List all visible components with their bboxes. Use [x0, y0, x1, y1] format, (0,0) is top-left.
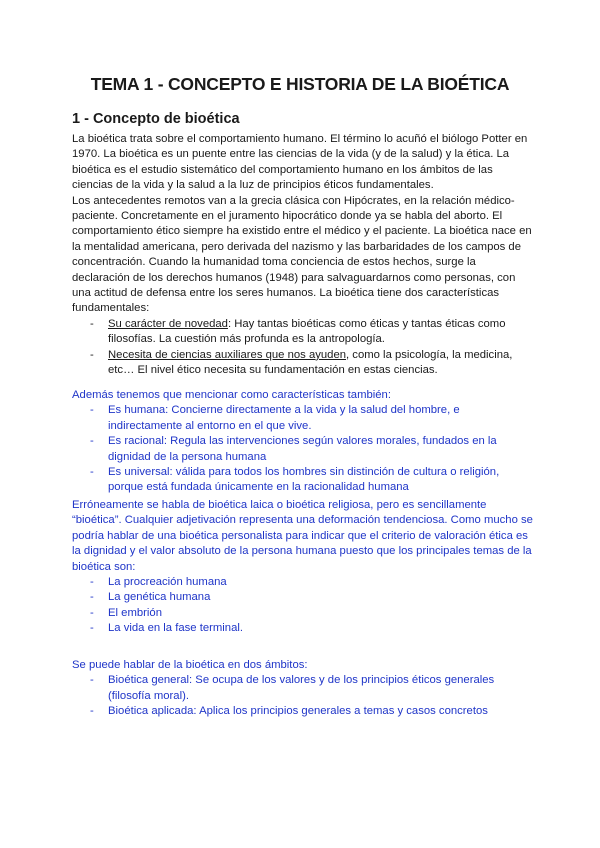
list-dash: -	[90, 576, 94, 589]
list-item-text: Es racional: Regula las intervenciones según valores morales, fundados en la dignidad de la persona humana	[108, 435, 497, 463]
erroneous-section	[72, 498, 534, 637]
list-dash: -	[90, 317, 94, 330]
characteristics-list	[72, 317, 534, 379]
list-item-text: La genética humana	[108, 591, 211, 604]
list-dash: -	[90, 466, 94, 479]
list-item	[72, 606, 534, 621]
list-dash: -	[90, 591, 94, 604]
list-dash: -	[90, 404, 94, 417]
list-item-text: La procreación humana	[108, 576, 227, 589]
erroneous-paragraph: Erróneamente se habla de bioética laica o bioética religiosa, pero es sencillamente “bioética”. Cualquier adjetivación representa una deformación tendenciosa. Como mucho se podría hablar de una bioética personalista para indicar que el criterio de valoración ética es la dignidad y el valor absoluto de la persona humana puesto que los principales temas de la bioética son:	[72, 499, 533, 573]
characteristic-term: Su carácter de novedad	[108, 317, 228, 330]
list-item	[72, 403, 534, 434]
list-item-text: Es universal: válida para todos los hombres sin distinción de cultura o religión, porque está fundada únicamente en la racionalidad humana	[108, 466, 500, 494]
list-item-text: La vida en la fase terminal.	[108, 622, 244, 635]
list-dash: -	[90, 674, 94, 687]
document-title: TEMA 1 - CONCEPTO E HISTORIA DE LA BIOÉTICA	[90, 74, 510, 94]
section-heading: 1 - Concepto de bioética	[72, 111, 240, 127]
list-item-text: El embrión	[108, 606, 162, 619]
characteristic-text: , como la psicología, la medicina, etc… El nivel ético necesita su fundamentación en estas ciencias.	[108, 348, 513, 377]
characteristic-term: Necesita de ciencias auxiliares que nos ayuden	[108, 348, 347, 361]
list-item-text: Bioética general: Se ocupa de los valores y de los principios éticos generales (filosofía moral).	[108, 674, 495, 702]
additional-characteristics	[72, 388, 534, 496]
list-dash: -	[90, 348, 94, 361]
list-item	[72, 590, 534, 605]
list-dash: -	[90, 622, 94, 635]
themes-list	[72, 575, 534, 637]
list-item-text: Es humana: Concierne directamente a la vida y la salud del hombre, e indirectamente al entorno en el que vive.	[108, 404, 460, 432]
intro-paragraph-2: Los antecedentes remotos van a la grecia clásica con Hipócrates, en la relación médico-paciente. Concretamente en el juramento hipocrático donde ya se habla del aborto. El comportamiento ético siempre ha existido entre el médico y el paciente. La bioética nace en la mentalidad americana, pero derivada del nazismo y las barbaridades de los campos de concentración. Cuando la humanidad toma conciencia de estos hechos, surge la declaración de los derechos humanos (1948) para salvaguardarnos como personas, con una actitud de defensa entre los seres humanos. La bioética tiene dos características fundamentales:	[72, 194, 532, 315]
list-item	[72, 673, 534, 704]
areas-section	[72, 658, 534, 720]
list-item	[72, 348, 534, 379]
list-item	[72, 465, 534, 496]
list-item-text: Bioética aplicada: Aplica los principios generales a temas y casos concretos	[108, 705, 488, 718]
list-item	[72, 621, 534, 636]
list-item	[72, 575, 534, 590]
list-item	[72, 317, 534, 348]
section-body	[72, 132, 534, 379]
list-item	[72, 704, 534, 719]
areas-intro: Se puede hablar de la bioética en dos ámbitos:	[72, 659, 308, 671]
list-dash: -	[90, 705, 94, 718]
list-item	[72, 434, 534, 465]
characteristic-text: : Hay tantas bioéticas como éticas y tantas éticas como filosofías. La cuestión más profunda es la antropología.	[108, 317, 506, 346]
additional-intro: Además tenemos que mencionar como características también:	[72, 389, 391, 401]
intro-paragraph-1: La bioética trata sobre el comportamiento humano. El término lo acuñó el biólogo Potter en 1970. La bioética es un puente entre las ciencias de la vida (y de la salud) y la ética. La bioética es el estudio sistemático del comportamiento humano en los ámbitos de las ciencias de la vida y la salud a la luz de principios éticos fundamentales.	[72, 133, 528, 192]
areas-list	[72, 673, 534, 719]
list-dash: -	[90, 606, 94, 619]
list-dash: -	[90, 435, 94, 448]
additional-list	[72, 403, 534, 495]
